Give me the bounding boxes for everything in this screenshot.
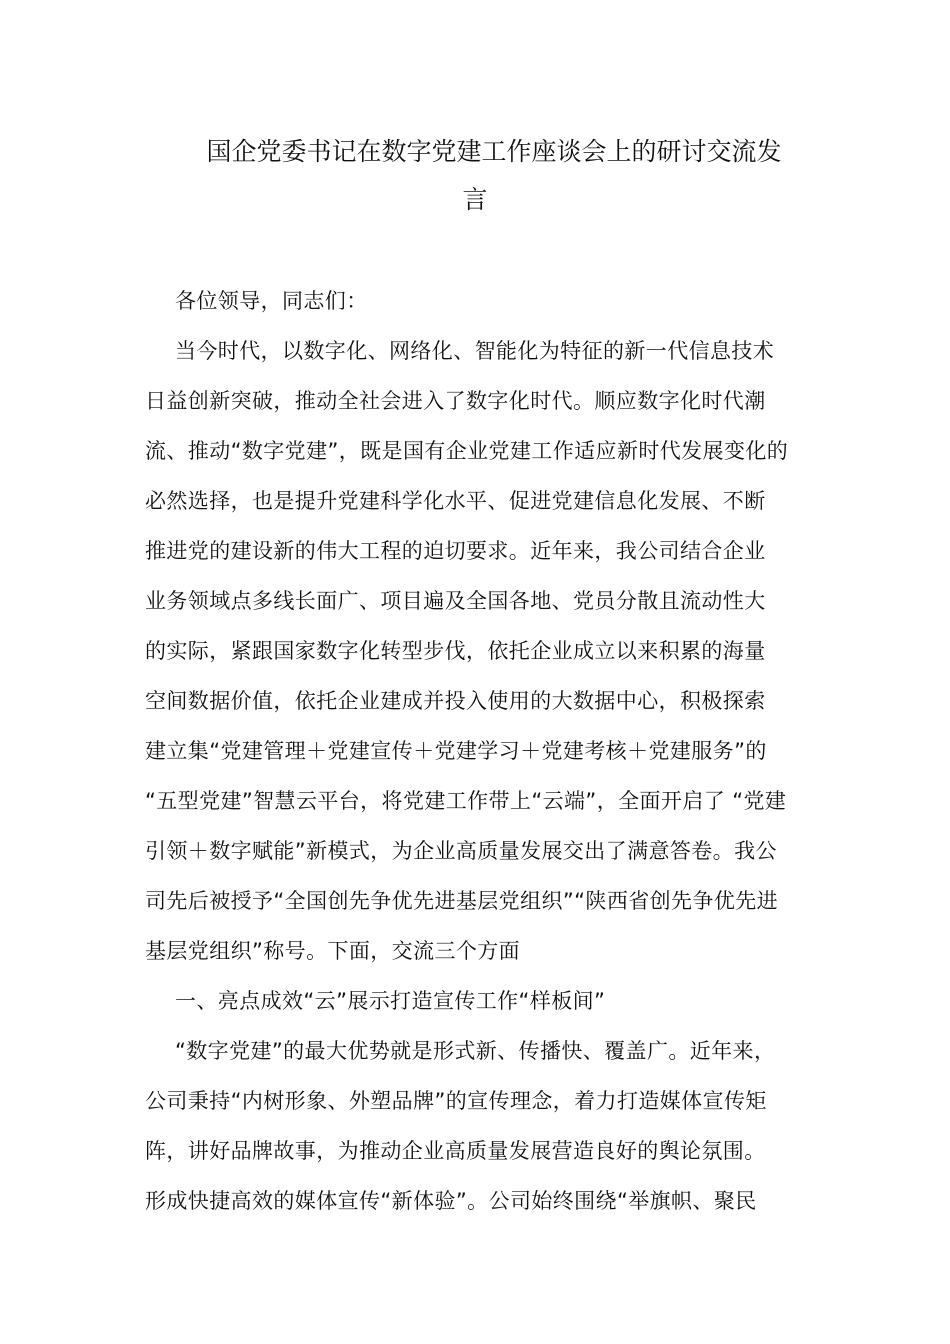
paragraph-line: 司先后被授予“全国创先争优先进基层党组织”“陕西省创先争优先进 [145, 889, 779, 913]
paragraph-line: 公司秉持“内树形象、外塑品牌”的宣传理念，着力打造媒体宣传矩 [145, 1089, 767, 1113]
paragraph-line: 当今时代，以数字化、网络化、智能化为特征的新一代信息技术 [175, 339, 775, 363]
paragraph-line: 的实际，紧跟国家数字化转型步伐，依托企业成立以来积累的海量 [145, 639, 766, 663]
paragraph-line: 引领＋数字赋能”新模式，为企业高质量发展交出了满意答卷。我公 [145, 839, 777, 863]
paragraph-line: 日益创新突破，推动全社会进入了数字化时代。顺应数字化时代潮 [145, 389, 766, 413]
paragraph-line: 建立集“党建管理＋党建宣传＋党建学习＋党建考核＋党建服务”的 [145, 739, 767, 763]
paragraph-line: 流、推动“数字党建”，既是国有企业党建工作适应新时代发展变化的 [145, 439, 789, 463]
paragraph-line: 推进党的建设新的伟大工程的迫切要求。近年来，我公司结合企业 [145, 539, 766, 563]
paragraph-line: “数字党建”的最大优势就是形式新、传播快、覆盖广。近年来， [175, 1039, 776, 1063]
section-heading: 一、亮点成效“云”展示打造宣传工作“样板间” [175, 989, 606, 1013]
document-body [145, 276, 805, 1226]
paragraph-line: 业务领域点多线长面广、项目遍及全国各地、党员分散且流动性大 [145, 589, 766, 613]
salutation: 各位领导，同志们： [175, 289, 368, 313]
title-line: 言 [462, 185, 488, 214]
paragraph-line: “五型党建”智慧云平台，将党建工作带上“云端”，全面开启了 “党建 [145, 789, 787, 813]
title-line: 国企党委书记在数字党建工作座谈会上的研讨交流发 [206, 137, 782, 166]
paragraph-line: 基层党组织”称号。下面，交流三个方面 [145, 939, 521, 963]
paragraph-line: 空间数据价值，依托企业建成并投入使用的大数据中心，积极探索 [145, 689, 766, 713]
paragraph-line: 形成快捷高效的媒体宣传“新体验”。公司始终围绕“举旗帜、聚民 [145, 1189, 757, 1213]
paragraph-line: 阵，讲好品牌故事，为推动企业高质量发展营造良好的舆论氛围。 [145, 1139, 766, 1163]
paragraph-line: 必然选择，也是提升党建科学化水平、促进党建信息化发展、不断 [145, 489, 766, 513]
document-title [145, 128, 805, 224]
